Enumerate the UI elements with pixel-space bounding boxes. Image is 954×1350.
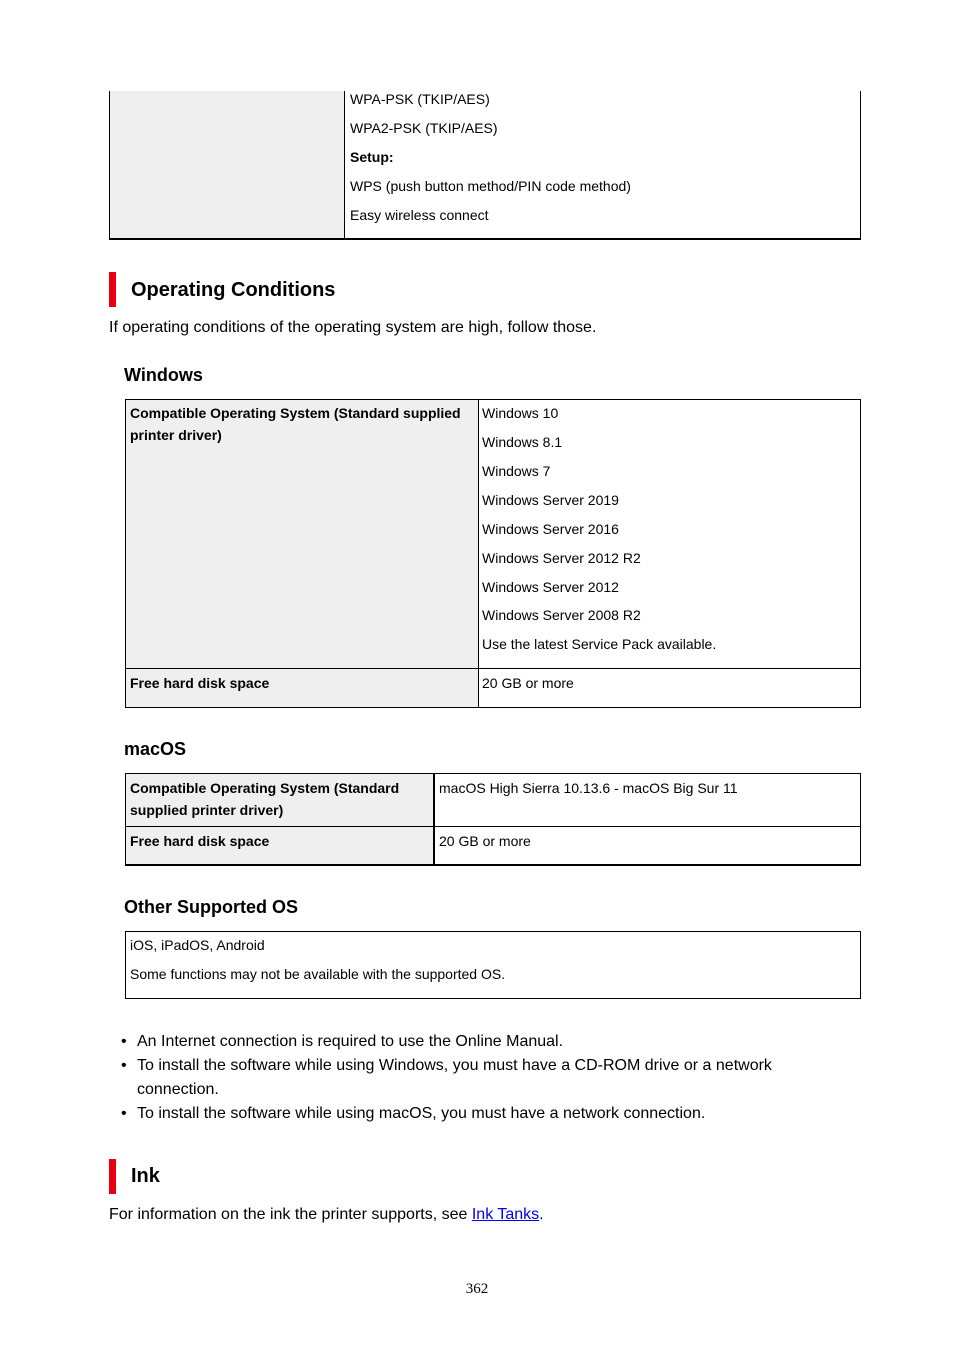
ink-paragraph xyxy=(109,1205,544,1225)
windows-os-value: Windows Server 2019 xyxy=(482,492,619,508)
macos-os-label: Compatible Operating System (Standard supplied printer driver) xyxy=(130,780,400,818)
windows-os-value: Use the latest Service Pack available. xyxy=(482,636,717,652)
windows-os-value: Windows Server 2012 R2 xyxy=(482,550,641,566)
other-os-value: Some functions may not be available with the supported OS. xyxy=(130,966,506,982)
security-table xyxy=(109,91,861,240)
windows-os-label: Compatible Operating System (Standard supplied printer driver) xyxy=(130,405,461,443)
macos-os-value: macOS High Sierra 10.13.6 - macOS Big Sur 11 xyxy=(439,780,738,796)
windows-os-value: Windows Server 2016 xyxy=(482,521,619,537)
other-os-heading: Other Supported OS xyxy=(124,897,299,917)
windows-disk-value: 20 GB or more xyxy=(482,675,574,691)
operating-conditions-intro: If operating conditions of the operating system are high, follow those. xyxy=(109,319,597,336)
windows-table xyxy=(125,399,861,708)
windows-heading: Windows xyxy=(124,365,203,385)
windows-os-value: Windows Server 2012 xyxy=(482,579,619,595)
ink-text-after: . xyxy=(539,1206,544,1223)
security-table-label-cell xyxy=(110,91,345,238)
row-divider xyxy=(126,668,860,669)
section-marker xyxy=(109,272,116,307)
windows-label-column xyxy=(126,400,479,707)
notes-list xyxy=(118,1030,808,1126)
section-title-ink: Ink xyxy=(131,1165,160,1187)
list-item: • To install the software while using macOS, you must have a network connection. xyxy=(118,1102,808,1126)
ink-text-before: For information on the ink the printer supports, see xyxy=(109,1206,472,1223)
windows-disk-label: Free hard disk space xyxy=(130,675,270,691)
other-os-table xyxy=(125,931,861,999)
list-item: • An Internet connection is required to use the Online Manual. xyxy=(118,1030,808,1054)
security-value: WPA-PSK (TKIP/AES) xyxy=(350,91,490,107)
windows-os-value: Windows 10 xyxy=(482,405,559,421)
windows-os-value: Windows 7 xyxy=(482,463,551,479)
security-value: WPA2-PSK (TKIP/AES) xyxy=(350,120,498,136)
windows-os-value: Windows Server 2008 R2 xyxy=(482,607,641,623)
setup-label: Setup: xyxy=(350,149,394,165)
section-marker xyxy=(109,1159,116,1194)
macos-disk-value: 20 GB or more xyxy=(439,833,531,849)
other-os-value: iOS, iPadOS, Android xyxy=(130,937,265,953)
macos-table xyxy=(125,773,861,866)
row-divider xyxy=(126,826,860,827)
section-title-operating-conditions: Operating Conditions xyxy=(131,279,336,301)
macos-disk-label: Free hard disk space xyxy=(130,833,270,849)
windows-os-value: Windows 8.1 xyxy=(482,434,563,450)
macos-heading: macOS xyxy=(124,739,187,759)
ink-tanks-link[interactable]: Ink Tanks xyxy=(471,1206,540,1223)
page-number: 362 xyxy=(465,1281,489,1297)
setup-value: Easy wireless connect xyxy=(350,207,489,223)
setup-value: WPS (push button method/PIN code method) xyxy=(350,178,631,194)
list-item: • To install the software while using Windows, you must have a CD-ROM drive or a network connection. xyxy=(118,1054,808,1102)
